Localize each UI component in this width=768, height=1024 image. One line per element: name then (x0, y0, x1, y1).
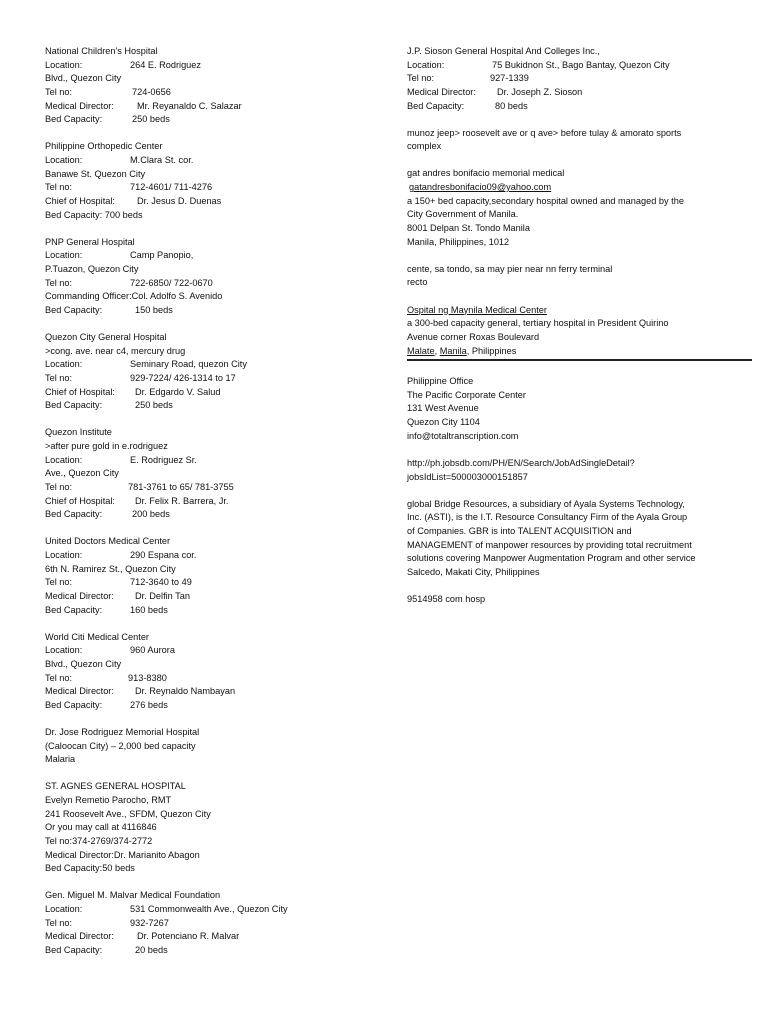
hospital-name: World Citi Medical Center (45, 631, 149, 642)
hospital-name: Quezon Institute (45, 427, 112, 438)
info-label: Chief of Hospital: (45, 386, 115, 397)
info-value: Dr. Reynaldo Nambayan (135, 686, 236, 697)
info-label: Commanding Officer:Col. Adolfo S. Avenido (45, 291, 223, 302)
info-label: Bed Capacity: (45, 509, 103, 520)
info-row (45, 209, 375, 223)
info-label: Tel no: (45, 277, 73, 288)
hospital-entry (45, 140, 375, 222)
info-row (45, 794, 375, 808)
info-value: 276 beds (130, 699, 168, 710)
info-value: 724-0656 (132, 86, 171, 97)
info-row (45, 590, 375, 604)
info-label: Tel no: (45, 672, 73, 683)
info-row (45, 644, 375, 658)
tel-row: Tel no: 927-1339 (407, 73, 529, 84)
info-label: >cong. ave. near c4, mercury drug (45, 345, 186, 356)
info-value: 250 beds (132, 114, 170, 125)
gbr-paragraph: global Bridge Resources, a subsidiary of Ayala Systems Technology, Inc. (ASTI), is the I.T. Resource Consultancy Firm of the Ayala Group of Companies. GBR is into TALENT ACQUISITION and MANAGEMENT of manpower resources by providing total recruitment solutions covering Manpower Augmentation Program and other service Salcedo, Makati City, Philippines (407, 498, 696, 577)
info-value: 712-3640 to 49 (130, 577, 192, 588)
info-row (45, 685, 375, 699)
info-row (45, 168, 375, 182)
info-label: Medical Director: (45, 590, 114, 601)
info-row (45, 944, 375, 958)
info-value: 531 Commonwealth Ave., Quezon City (130, 904, 288, 915)
info-row (45, 495, 375, 509)
info-label: Chief of Hospital: (45, 195, 115, 206)
info-value: 722-6850/ 722-0670 (130, 277, 213, 288)
hospital-name: National Children's Hospital (45, 46, 158, 56)
malate-link[interactable]: Malate (407, 345, 435, 356)
hospital-name: PNP General Hospital (45, 236, 135, 247)
info-value: 150 beds (135, 304, 173, 315)
info-row (45, 113, 375, 127)
hospital-entry-gat-andres: gat andres bonifacio memorial medical gatandresbonifacio09@yahoo.com a 150+ bed capacity,secondary hospital owned and managed by the City Government of Manila. 8001 Delpan St. Tondo Manila Manila, Philippines, 1012 (407, 167, 752, 249)
info-row (45, 699, 375, 713)
info-row (45, 658, 375, 672)
info-label: Location: (45, 154, 83, 165)
info-value: 960 Aurora (130, 645, 175, 656)
hospital-name: Philippine Orthopedic Center (45, 141, 163, 152)
info-value: M.Clara St. cor. (130, 154, 194, 165)
office-email: info@totaltranscription.com (407, 430, 519, 441)
hospital-entry (45, 236, 375, 318)
info-label: Blvd., Quezon City (45, 73, 122, 84)
info-label: Bed Capacity: 700 beds (45, 209, 143, 220)
hospital-name: gat andres bonifacio memorial medical (407, 168, 565, 179)
info-label: P.Tuazon, Quezon City (45, 263, 139, 274)
director-row: Medical Director: Dr. Joseph Z. Sioson (407, 86, 583, 97)
info-row (45, 345, 375, 359)
hospital-entry-sioson (407, 45, 752, 113)
info-row (45, 154, 375, 168)
tondo-note: cente, sa tondo, sa may pier near nn ferry terminal recto (407, 263, 613, 288)
jobs-url: http://ph.jobsdb.com/PH/EN/Search/JobAdSingleDetail? jobsIdList=500003000151857 (407, 457, 635, 482)
info-label: Bed Capacity: (45, 945, 103, 956)
info-row (45, 440, 375, 454)
info-row (45, 454, 375, 468)
hospital-entry (45, 45, 375, 127)
email-link[interactable]: gatandresbonifacio09@yahoo.com (409, 182, 552, 193)
horizontal-divider (407, 359, 752, 361)
info-row (45, 481, 375, 495)
info-value: Dr. Potenciano R. Malvar (137, 931, 240, 942)
info-label: 241 Roosevelt Ave., SFDM, Quezon City (45, 808, 211, 819)
info-row (45, 604, 375, 618)
address: 8001 Delpan St. Tondo Manila (407, 223, 530, 234)
info-row (45, 181, 375, 195)
info-value: 290 Espana cor. (130, 550, 197, 560)
info-value: 712-4601/ 711-4276 (130, 182, 213, 193)
info-label: Bed Capacity:50 beds (45, 863, 135, 874)
info-label: 6th N. Ramirez St., Quezon City (45, 563, 176, 574)
info-value: 160 beds (130, 604, 168, 615)
info-row (45, 835, 375, 849)
info-row (45, 195, 375, 209)
info-label: Bed Capacity: (45, 114, 103, 125)
info-value: 781-3761 to 65/ 781-3755 (128, 481, 234, 492)
info-row (45, 903, 375, 917)
phone-note: 9514958 com hosp (407, 594, 486, 604)
info-label: Tel no:374-2769/374-2772 (45, 836, 153, 847)
info-value: Dr. Delfin Tan (135, 590, 190, 601)
manila-link[interactable]: Manila (439, 345, 467, 356)
info-row (45, 849, 375, 863)
info-label: (Caloocan City) – 2,000 bed capacity (45, 740, 196, 751)
info-label: Location: (45, 904, 83, 915)
hospital-entry (45, 889, 375, 957)
info-row (45, 399, 375, 413)
info-label: Bed Capacity: (45, 699, 103, 710)
location-line: Malate, Manila, Philippines (407, 345, 517, 356)
info-value: 200 beds (132, 509, 170, 520)
hospital-entry-ospital: Ospital ng Maynila Medical Center a 300-bed capacity general, tertiary hospital in President Quirino Avenue corner Roxas Boulevard Malate, Manila, Philippines (407, 304, 752, 359)
info-value: E. Rodriguez Sr. (130, 454, 197, 465)
info-row (45, 740, 375, 754)
info-label: Bed Capacity: (45, 304, 103, 315)
info-row (45, 862, 375, 876)
info-row (45, 917, 375, 931)
info-label: Location: (45, 359, 83, 370)
info-row (45, 86, 375, 100)
hospital-name: ST. AGNES GENERAL HOSPITAL (45, 781, 186, 792)
info-label: Or you may call at 4116846 (45, 822, 157, 833)
info-label: Chief of Hospital: (45, 495, 115, 506)
info-label: Tel no: (45, 577, 73, 588)
info-row (45, 576, 375, 590)
info-label: Tel no: (45, 481, 73, 492)
info-value: Mr. Reyanaldo C. Salazar (137, 100, 242, 111)
info-row (45, 549, 375, 563)
hospital-entry (45, 535, 375, 617)
info-label: Medical Director: (45, 100, 114, 111)
info-value: Dr. Jesus D. Duenas (137, 195, 222, 206)
info-row (45, 263, 375, 277)
hospital-name: Dr. Jose Rodriguez Memorial Hospital (45, 727, 200, 738)
info-row (45, 563, 375, 577)
info-label: Location: (45, 59, 83, 70)
info-label: Location: (45, 645, 83, 656)
info-value: 913-8380 (128, 672, 167, 683)
info-value: Camp Panopio, (130, 250, 194, 261)
hospital-name: Gen. Miguel M. Malvar Medical Foundation (45, 890, 221, 901)
info-value: Seminary Road, quezon City (130, 359, 247, 370)
info-label: Evelyn Remetio Parocho, RMT (45, 795, 172, 806)
info-value: 264 E. Rodriguez (130, 59, 201, 70)
info-value: 929-7224/ 426-1314 to 17 (130, 372, 236, 383)
info-label: Medical Director: (45, 931, 114, 942)
hospital-entry (45, 631, 375, 713)
info-label: Banawe St. Quezon City (45, 168, 146, 179)
info-label: Medical Director: (45, 686, 114, 697)
directions-note: munoz jeep> roosevelt ave or q ave> before tulay & amorato sports complex (407, 127, 682, 152)
info-label: Tel no: (45, 182, 73, 193)
info-row (45, 467, 375, 481)
info-row (45, 386, 375, 400)
info-value: 20 beds (135, 945, 168, 956)
info-value: 932-7267 (130, 917, 169, 928)
info-row (45, 249, 375, 263)
capacity-row: Bed Capacity: 80 beds (407, 100, 528, 111)
info-row (45, 100, 375, 114)
hospital-name-link[interactable]: Ospital ng Maynila Medical Center (407, 304, 547, 315)
right-column (407, 45, 752, 620)
info-label: Bed Capacity: (45, 400, 103, 411)
info-label: Location: (45, 454, 83, 465)
info-row (45, 821, 375, 835)
info-label: Tel no: (45, 86, 73, 97)
info-row (45, 672, 375, 686)
left-column (45, 45, 375, 971)
info-label: Location: (45, 550, 83, 560)
location-row: Location: 75 Bukidnon St., Bago Bantay, Quezon City (407, 59, 670, 70)
info-row (45, 753, 375, 767)
city: Manila, Philippines, 1012 (407, 236, 510, 247)
info-label: Tel no: (45, 372, 73, 383)
info-label: Malaria (45, 754, 76, 765)
hospital-name: J.P. Sioson General Hospital And Colleges Inc., (407, 46, 600, 56)
hospital-entry (45, 726, 375, 767)
info-row (45, 508, 375, 522)
info-label: Location: (45, 250, 83, 261)
hospital-entry (45, 426, 375, 521)
info-value: Dr. Felix R. Barrera, Jr. (135, 495, 229, 506)
info-label: Blvd., Quezon City (45, 658, 122, 669)
hospital-entry (45, 331, 375, 413)
info-label: Bed Capacity: (45, 604, 103, 615)
info-row (45, 358, 375, 372)
info-row (45, 372, 375, 386)
info-row (45, 72, 375, 86)
office-address: Philippine Office The Pacific Corporate Center 131 West Avenue Quezon City 1104 info@totaltranscription.com (407, 375, 752, 443)
info-row (45, 304, 375, 318)
info-value: 250 beds (135, 400, 173, 411)
info-label: >after pure gold in e.rodriguez (45, 441, 168, 452)
info-row (45, 808, 375, 822)
hospital-entry (45, 780, 375, 875)
info-row (45, 59, 375, 73)
info-row (45, 930, 375, 944)
info-row (45, 277, 375, 291)
info-label: Tel no: (45, 917, 73, 928)
info-label: Medical Director:Dr. Marianito Abagon (45, 849, 200, 860)
hospital-name: United Doctors Medical Center (45, 536, 171, 547)
hospital-name: Quezon City General Hospital (45, 332, 167, 343)
info-label: Ave., Quezon City (45, 468, 119, 479)
info-value: Dr. Edgardo V. Salud (135, 386, 221, 397)
info-row (45, 290, 375, 304)
